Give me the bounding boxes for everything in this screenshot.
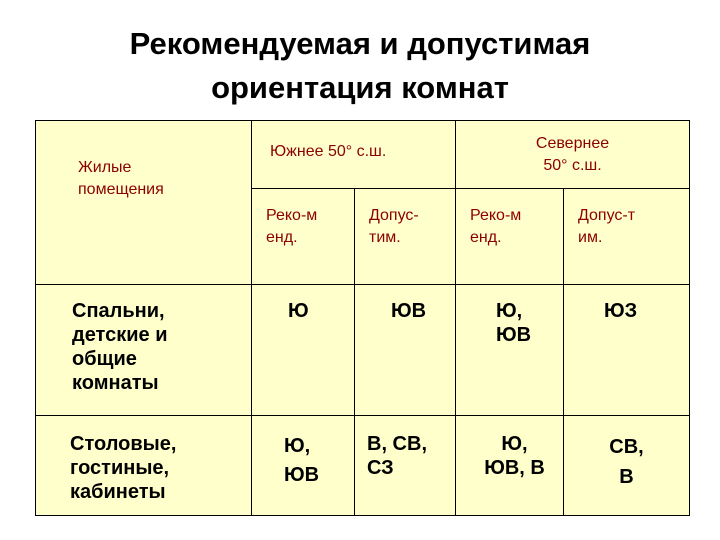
rooms-label: Жилые помещения (78, 159, 164, 198)
south-label: Южнее 50° с.ш. (270, 143, 387, 160)
header-cell-south (252, 121, 456, 189)
north-allowed: ЮЗ (604, 300, 638, 322)
room-cell (36, 416, 252, 516)
south-recommended: Ю (288, 300, 309, 322)
room-cell (36, 285, 252, 416)
north-recommended: Ю, ЮВ, В (484, 433, 545, 479)
subheader-cell (564, 189, 690, 285)
header-row (36, 121, 690, 189)
north-allowed: СВ, В (609, 436, 644, 488)
header-cell-north (456, 121, 690, 189)
subheader-cell (456, 189, 564, 285)
subheader-south-allowed: Допус- тим. (369, 207, 419, 246)
table-row (36, 285, 690, 416)
table-row (36, 416, 690, 516)
value-cell (355, 416, 456, 516)
value-cell (355, 285, 456, 416)
subheader-north-recommended: Реко-м енд. (470, 207, 522, 246)
value-cell (456, 285, 564, 416)
subheader-cell (252, 189, 355, 285)
south-allowed: ЮВ (391, 300, 427, 322)
subheader-cell (355, 189, 456, 285)
title-line-1: Рекомендуемая и допустимая (129, 26, 591, 61)
south-allowed: В, СВ, СЗ (367, 433, 427, 479)
page-title (0, 22, 720, 110)
room-name: Спальни, детские и общие комнаты (72, 300, 168, 394)
subheader-south-recommended: Реко-м енд. (266, 207, 318, 246)
north-recommended: Ю, ЮВ (496, 300, 532, 346)
room-name: Столовые, гостиные, кабинеты (70, 433, 177, 503)
header-cell-rooms (36, 121, 252, 285)
value-cell (564, 285, 690, 416)
north-label: Севернее 50° с.ш. (535, 135, 610, 174)
value-cell (252, 416, 355, 516)
subheader-north-allowed: Допус-т им. (578, 207, 636, 246)
value-cell (456, 416, 564, 516)
title-line-2: ориентация комнат (211, 70, 509, 105)
value-cell (252, 285, 355, 416)
orientation-table (35, 120, 690, 516)
value-cell (564, 416, 690, 516)
south-recommended: Ю, ЮВ (284, 435, 320, 486)
